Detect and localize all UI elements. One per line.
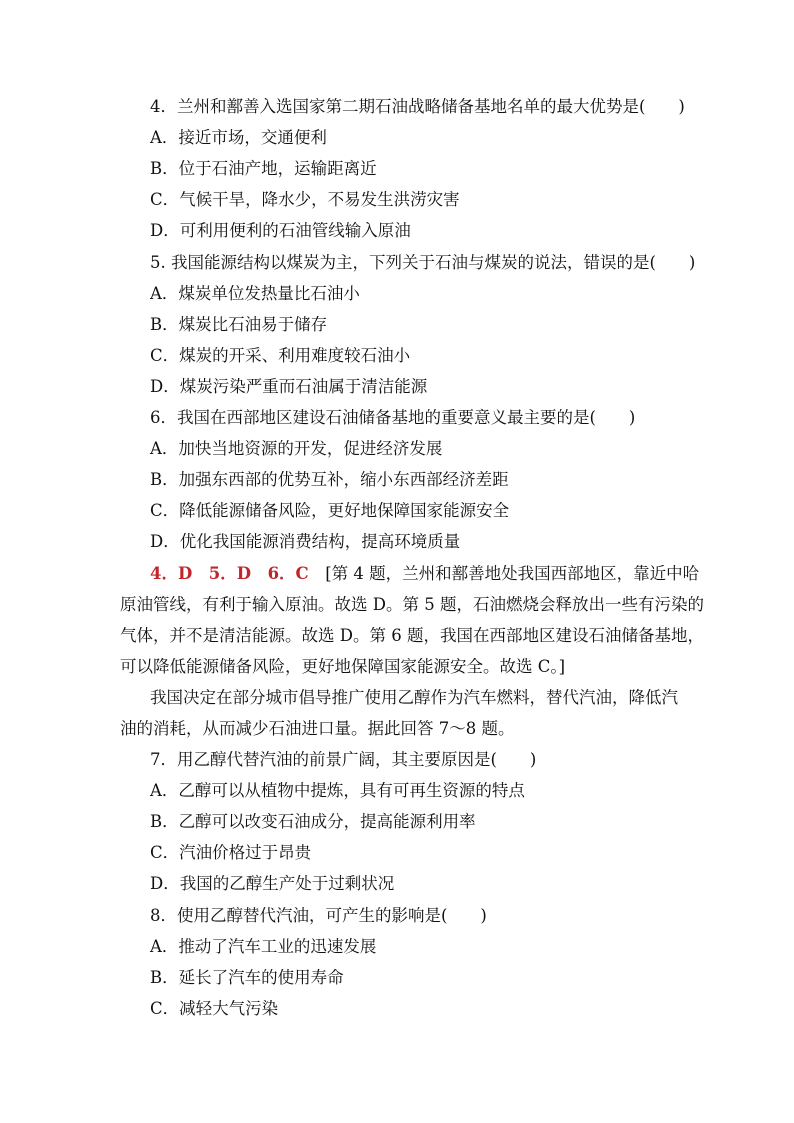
- question-8-option-a: A．推动了汽车工业的迅速发展: [150, 937, 377, 956]
- question-4-option-d: D．可利用便利的石油管线输入原油: [150, 221, 411, 240]
- question-7-option-a: A．乙醇可以从植物中提炼，具有可再生资源的特点: [150, 781, 525, 800]
- question-6-option-c: C．降低能源储备风险，更好地保障国家能源安全: [150, 501, 510, 520]
- question-8-option-c: C．减轻大气污染: [150, 999, 279, 1018]
- answer-line-1: [0, 562, 794, 586]
- question-4-option-b: B．位于石油产地，运输距离近: [150, 159, 377, 178]
- question-4-option-c: C．气候干旱，降水少，不易发生洪涝灾害: [150, 190, 460, 209]
- question-5-option-a: A．煤炭单位发热量比石油小: [150, 284, 360, 303]
- question-7-stem: 7．用乙醇代替汽油的前景广阔，其主要原因是( ): [150, 750, 537, 769]
- question-8-option-b: B．延长了汽车的使用寿命: [150, 968, 344, 987]
- passage-line-1: 我国决定在部分城市倡导推广使用乙醇作为汽车燃料，替代汽油，降低汽: [150, 688, 678, 707]
- question-8-stem: 8．使用乙醇替代汽油，可产生的影响是( ): [150, 906, 487, 925]
- question-6-stem: 6．我国在西部地区建设石油储备基地的重要意义最主要的是( ): [150, 408, 636, 427]
- answer-key: 4．D 5．D 6．C: [150, 564, 309, 583]
- explanation-line-2: 原油管线，有利于输入原油。故选 D。第 5 题，石油燃烧会释放出一些有污染的: [120, 595, 704, 614]
- question-5-stem: 5. 我国能源结构以煤炭为主，下列关于石油与煤炭的说法，错误的是( ): [150, 253, 696, 272]
- passage-line-2: 油的消耗，从而减少石油进口量。据此回答 7～8 题。: [120, 719, 515, 738]
- question-7-option-b: B．乙醇可以改变石油成分，提高能源利用率: [150, 812, 476, 831]
- question-6-option-a: A．加快当地资源的开发，促进经济发展: [150, 439, 443, 458]
- question-7-option-d: D．我国的乙醇生产处于过剩状况: [150, 874, 395, 893]
- question-5-option-d: D．煤炭污染严重而石油属于清洁能源: [150, 377, 428, 396]
- explanation-line-1: [第 4 题，兰州和鄯善地处我国西部地区，靠近中哈: [325, 564, 700, 583]
- question-6-option-d: D．优化我国能源消费结构，提高环境质量: [150, 532, 461, 551]
- question-4-option-a: A．接近市场，交通便利: [150, 128, 327, 147]
- question-5-option-c: C．煤炭的开采、利用难度较石油小: [150, 346, 411, 365]
- question-6-option-b: B．加强东西部的优势互补，缩小东西部经济差距: [150, 470, 509, 489]
- question-4-stem: 4．兰州和鄯善入选国家第二期石油战略储备基地名单的最大优势是( ): [150, 97, 685, 116]
- question-5-option-b: B．煤炭比石油易于储存: [150, 315, 328, 334]
- explanation-line-4: 可以降低能源储备风险，更好地保障国家能源安全。故选 C。]: [120, 657, 566, 676]
- question-7-option-c: C．汽油价格过于昂贵: [150, 843, 312, 862]
- explanation-line-3: 气体，并不是清洁能源。故选 D。第 6 题，我国在西部地区建设石油储备基地，: [120, 626, 704, 645]
